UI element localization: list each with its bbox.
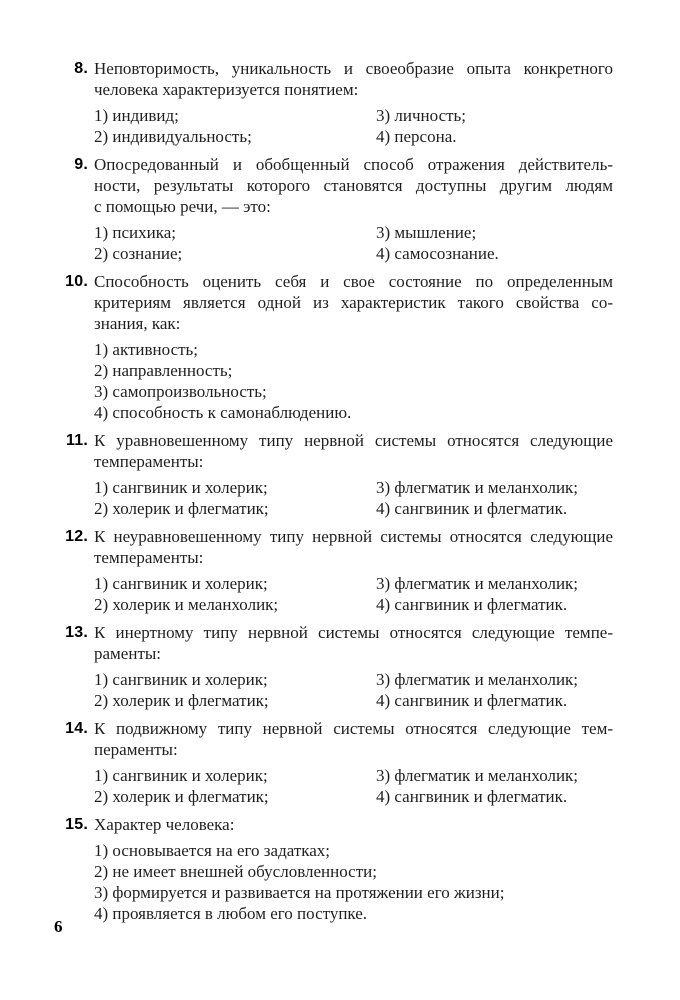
question-text-line: человека характеризуется понятием: <box>94 80 359 99</box>
options <box>94 765 680 807</box>
question <box>0 58 680 147</box>
question-text-line: Опосредованный и обобщенный способ отражения действитель- <box>94 155 613 174</box>
question-text <box>94 622 613 664</box>
question-number: 15. <box>65 816 88 833</box>
question-text-line: К неуравновешенному типу нервной системы относятся следующие <box>94 527 613 546</box>
option: 4) сангвиник и флегматик. <box>376 787 568 806</box>
option: 2) холерик и флегматик; <box>94 499 269 518</box>
option: 4) способность к самонаблюдению. <box>94 403 352 422</box>
question <box>0 814 680 924</box>
option: 1) основывается на его задатках; <box>94 841 331 860</box>
option: 2) холерик и флегматик; <box>94 691 269 710</box>
option: 1) сангвиник и холерик; <box>94 766 268 785</box>
question-text <box>94 271 613 334</box>
option: 2) холерик и меланхолик; <box>94 595 279 614</box>
question-text-line: с помощью речи, — это: <box>94 197 271 216</box>
question-number: 11. <box>66 432 88 449</box>
question-text-line: К уравновешенному типу нервной системы относятся следующие <box>94 431 613 450</box>
question-text <box>94 526 613 568</box>
question-text <box>94 58 613 100</box>
option: 3) флегматик и меланхолик; <box>376 574 579 593</box>
option: 1) индивид; <box>94 106 179 125</box>
question-text-line: раменты: <box>94 644 162 663</box>
option: 2) индивидуальность; <box>94 127 252 146</box>
question-text <box>94 154 613 217</box>
question-number: 10. <box>65 273 88 290</box>
options <box>94 222 680 264</box>
option: 3) самопроизвольность; <box>94 382 267 401</box>
question-text-line: ности, результаты которого становятся доступны другим людям <box>94 176 613 195</box>
option: 4) проявляется в любом его поступке. <box>94 904 368 923</box>
option: 3) личность; <box>376 106 467 125</box>
option: 3) флегматик и меланхолик; <box>376 670 579 689</box>
option: 4) самосознание. <box>376 244 499 263</box>
question-number: 8. <box>74 60 88 77</box>
option: 2) холерик и флегматик; <box>94 787 269 806</box>
question <box>0 718 680 807</box>
option: 4) сангвиник и флегматик. <box>376 691 568 710</box>
question-text-line: темпераменты: <box>94 548 204 567</box>
question <box>0 154 680 264</box>
option: 3) формируется и развивается на протяжении его жизни; <box>94 883 505 902</box>
option: 4) сангвиник и флегматик. <box>376 595 568 614</box>
option: 1) сангвиник и холерик; <box>94 670 268 689</box>
question <box>0 271 680 423</box>
question-text-line: критериям является одной из характеристик такого свойства со- <box>94 293 613 312</box>
option: 3) флегматик и меланхолик; <box>376 766 579 785</box>
option: 2) сознание; <box>94 244 183 263</box>
question-text-line: пераменты: <box>94 740 178 759</box>
option: 2) не имеет внешней обусловленности; <box>94 862 377 881</box>
question-text-line: Способность оценить себя и свое состояние по определенным <box>94 272 613 291</box>
question-number: 12. <box>65 528 88 545</box>
question <box>0 622 680 711</box>
options <box>94 105 680 147</box>
option: 2) направленность; <box>94 361 233 380</box>
option: 1) сангвиник и холерик; <box>94 574 268 593</box>
page-number: 6 <box>54 917 63 936</box>
question-number: 9. <box>74 156 88 173</box>
option: 1) психика; <box>94 223 177 242</box>
option: 1) сангвиник и холерик; <box>94 478 268 497</box>
question-number: 14. <box>65 720 88 737</box>
question-text <box>94 718 613 760</box>
option: 3) мышление; <box>376 223 477 242</box>
question-text-line: темпераменты: <box>94 452 204 471</box>
options <box>94 669 680 711</box>
question-text-line: знания, как: <box>94 314 181 333</box>
options <box>94 339 680 423</box>
question <box>0 526 680 615</box>
option: 3) флегматик и меланхолик; <box>376 478 579 497</box>
question-text-line: К инертному типу нервной системы относятся следующие темпе- <box>94 623 613 642</box>
question-text <box>94 430 613 472</box>
options <box>94 840 680 924</box>
question-list <box>0 58 680 931</box>
option: 4) сангвиник и флегматик. <box>376 499 568 518</box>
question-text-line: К подвижному типу нервной системы относятся следующие тем- <box>94 719 613 738</box>
question-number: 13. <box>65 624 88 641</box>
question-text-line: Характер человека: <box>94 815 235 834</box>
question-text <box>94 814 613 835</box>
question-text-line: Неповторимость, уникальность и своеобразие опыта конкретного <box>94 59 613 78</box>
options <box>94 573 680 615</box>
option: 4) персона. <box>376 127 457 146</box>
option: 1) активность; <box>94 340 199 359</box>
options <box>94 477 680 519</box>
question <box>0 430 680 519</box>
